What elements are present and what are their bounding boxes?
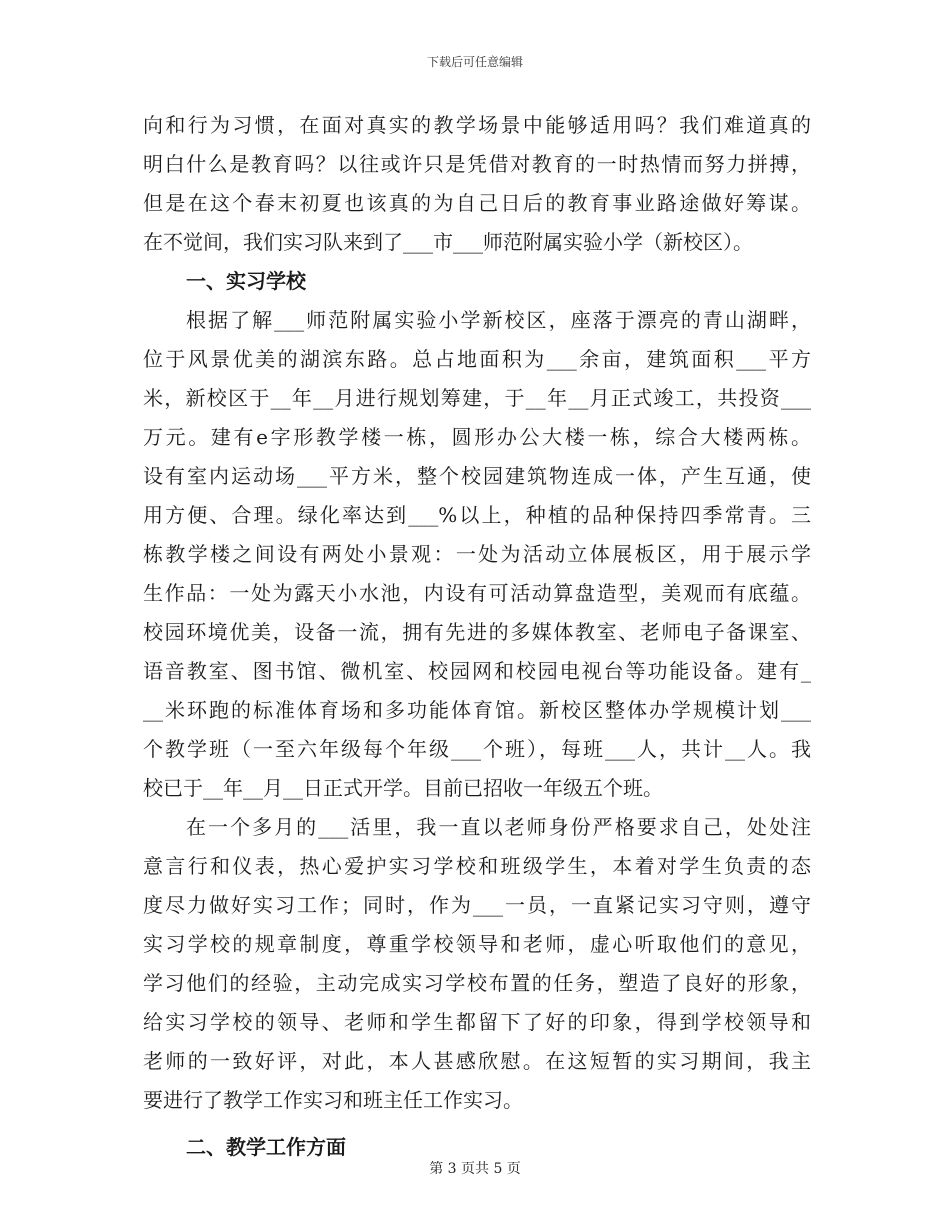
- text-line: 但是在这个春末初夏也该真的为自己日后的教育事业路途做好筹谋。: [143, 191, 811, 215]
- paragraph-intro-continued: [143, 106, 811, 262]
- page-number-footer: 第 3 页共 5 页: [429, 1161, 521, 1177]
- text-line: 在一个多月的___活里，我一直以老师身份严格要求自己，处处注: [186, 815, 811, 839]
- text-line: 生作品：一处为露天小水池，内设有可活动算盘造型，美观而有底蕴。: [143, 581, 811, 605]
- paragraph-school-description: [143, 301, 811, 808]
- text-line: 校已于__年__月__日正式开学。目前已招收一年级五个班。: [143, 776, 663, 800]
- text-line: 在不觉间，我们实习队来到了___市___师范附属实验小学（新校区）。: [143, 230, 753, 254]
- text-line: 给实习学校的领导、老师和学生都留下了好的印象，得到学校领导和: [143, 1010, 811, 1034]
- text-line: 校园环境优美，设备一流，拥有先进的多媒体教室、老师电子备课室、: [143, 620, 811, 644]
- text-line: 意言行和仪表，热心爱护实习学校和班级学生，本着对学生负责的态: [143, 854, 811, 878]
- text-line: 明白什么是教育吗？以往或许只是凭借对教育的一时热情而努力拼搏，: [143, 152, 811, 176]
- text-line: 用方便、合理。绿化率达到___%以上，种植的品种保持四季常青。三: [143, 503, 811, 527]
- text-line: 位于风景优美的湖滨东路。总占地面积为___余亩，建筑面积___平方: [143, 347, 811, 371]
- text-line: 个教学班（一至六年级每个年级___个班），每班___人，共计__人。我: [143, 737, 811, 761]
- text-line: 老师的一致好评，对此，本人甚感欣慰。在这短暂的实习期间，我主: [143, 1049, 811, 1073]
- text-line: __米环跑的标准体育场和多功能体育馆。新校区整体办学规模计划___: [143, 698, 811, 722]
- text-line: 度尽力做好实习工作；同时，作为___一员，一直紧记实习守则，遵守: [143, 893, 811, 917]
- text-line: 要进行了教学工作实习和班主任工作实习。: [143, 1088, 523, 1112]
- section-heading-internship-school: 一、实习学校: [186, 269, 306, 293]
- text-line: 实习学校的规章制度，尊重学校领导和老师，虚心听取他们的意见，: [143, 932, 811, 956]
- document-body: [143, 106, 811, 1167]
- text-line: 栋教学楼之间设有两处小景观：一处为活动立体展板区，用于展示学: [143, 542, 811, 566]
- text-line: 向和行为习惯，在面对真实的教学场景中能够适用吗？我们难道真的: [143, 113, 811, 137]
- text-line: 设有室内运动场___平方米，整个校园建筑物连成一体，产生互通，使: [143, 464, 811, 488]
- text-line: 万元。建有e字形教学楼一栋，圆形办公大楼一栋，综合大楼两栋。: [143, 425, 811, 449]
- paragraph-internship-conduct: [143, 808, 811, 1120]
- text-line: 学习他们的经验，主动完成实习学校布置的任务，塑造了良好的形象，: [143, 971, 811, 995]
- text-line: 根据了解___师范附属实验小学新校区，座落于漂亮的青山湖畔，: [186, 308, 811, 332]
- text-line: 米，新校区于__年__月进行规划筹建，于__年__月正式竣工，共投资___: [143, 386, 811, 410]
- section-heading-teaching-work: 二、教学工作方面: [186, 1135, 346, 1159]
- page-header: 下载后可任意编辑: [426, 55, 523, 69]
- text-line: 语音教室、图书馆、微机室、校园网和校园电视台等功能设备。建有_: [143, 659, 811, 683]
